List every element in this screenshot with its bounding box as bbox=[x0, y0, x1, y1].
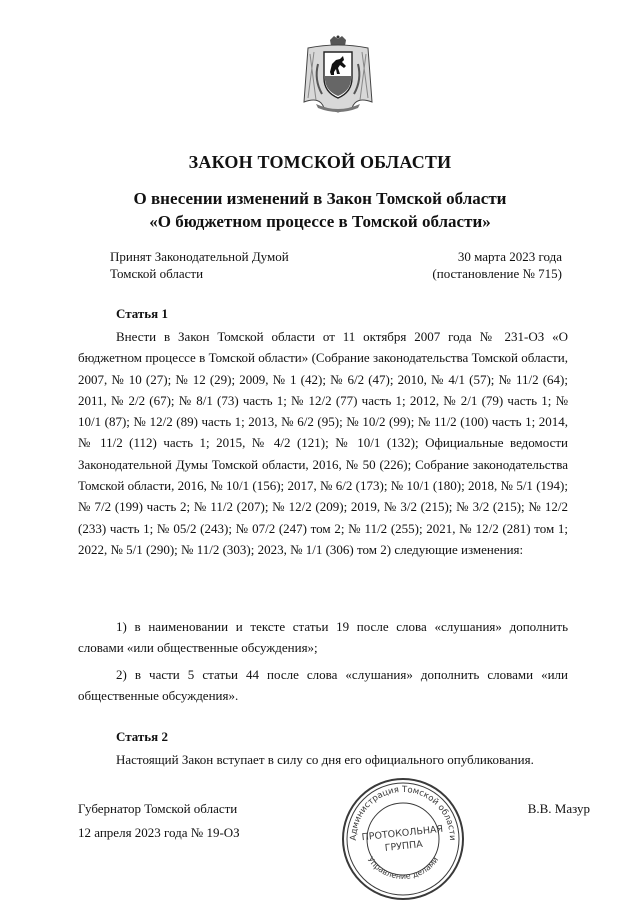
adoption-date-block bbox=[432, 248, 562, 282]
law-title: ЗАКОН ТОМСКОЙ ОБЛАСТИ bbox=[188, 152, 452, 172]
article-1-heading: Статья 1 bbox=[116, 306, 168, 321]
article-2-text: Настоящий Закон вступает в силу со дня его официального опубликования. bbox=[116, 752, 534, 767]
law-date-number: 12 апреля 2023 года № 19-ОЗ bbox=[78, 825, 240, 840]
law-subtitle-line-1: О внесении изменений в Закон Томской области bbox=[133, 189, 507, 208]
adopted-by-line-1: Принят Законодательной Думой bbox=[110, 249, 289, 264]
article-1-item-1: 1) в наименовании и тексте статьи 19 после слова «слушания» дополнить словами «или общественные обсуждения»; bbox=[78, 619, 568, 656]
stamp-center-line-2: ГРУППА bbox=[384, 838, 424, 854]
law-subtitle bbox=[0, 187, 640, 233]
signatory-position: Губернатор Томской области bbox=[78, 801, 238, 816]
adopted-by-line-2: Томской области bbox=[110, 266, 204, 281]
stamp-ring-top: Администрация Томской области bbox=[348, 784, 458, 841]
stamp-ring-bottom: Управление делами bbox=[365, 855, 441, 881]
article-2-heading: Статья 2 bbox=[116, 729, 168, 744]
resolution-number: (постановление № 715) bbox=[432, 266, 562, 281]
official-stamp bbox=[340, 776, 466, 902]
law-subtitle-line-2: «О бюджетном процессе в Томской области» bbox=[149, 212, 491, 231]
article-1-item-2: 2) в части 5 статьи 44 после слова «слушания» дополнить словами «или общественные обсуждения». bbox=[78, 667, 568, 704]
stamp-center-line-1: ПРОТОКОЛЬНАЯ bbox=[361, 823, 444, 844]
adoption-body bbox=[110, 248, 289, 282]
coat-of-arms-icon bbox=[296, 34, 380, 114]
adopted-date: 30 марта 2023 года bbox=[457, 249, 562, 264]
signatory-name: В.В. Мазур bbox=[527, 801, 590, 816]
article-1-intro: Внести в Закон Томской области от 11 октября 2007 года № 231-ОЗ «О бюджетном процессе в Томской области» (Собрание законодательства Томской области, 2007, № 10 (27); № 12 (29); 2009, № 1 (42); № 6/2 (47); 2010, № 4/1 (57); № 11/2 (64); 2011, № 2/2 (67); № 8/1 (73) часть 1; № 12/2 (77) часть 1; 2012, № 2/1 (79) часть 1; № 10/1 (87); № 12/2 (89) часть 1; 2013, № 6/2 (95); № 10/2 (99); № 11/2 (100) часть 1; 2014, № 11/2 (112) часть 1; 2015, № 4/2 (121); № 10/1 (132); Официальные ведомости Законодательной Думы Томской области, 2016, № 50 (226); Собрание законодательства Томской области, 2016, № 10/1 (156); 2017, № 6/2 (173); № 10/1 (180); 2018, № 5/1 (194); № 7/2 (199) часть 2; № 11/2 (207); № 12/2 (209); 2019, № 3/2 (215); № 3/2 (215); № 12/2 (233) часть 1; № 05/2 (243); № 07/2 (247) том 2; № 11/2 (255); 2021, № 12/2 (281) том 1; 2022, № 5/1 (290); № 11/2 (303); 2023, № 1/1 (306) том 2) следующие изменения: bbox=[78, 329, 568, 557]
